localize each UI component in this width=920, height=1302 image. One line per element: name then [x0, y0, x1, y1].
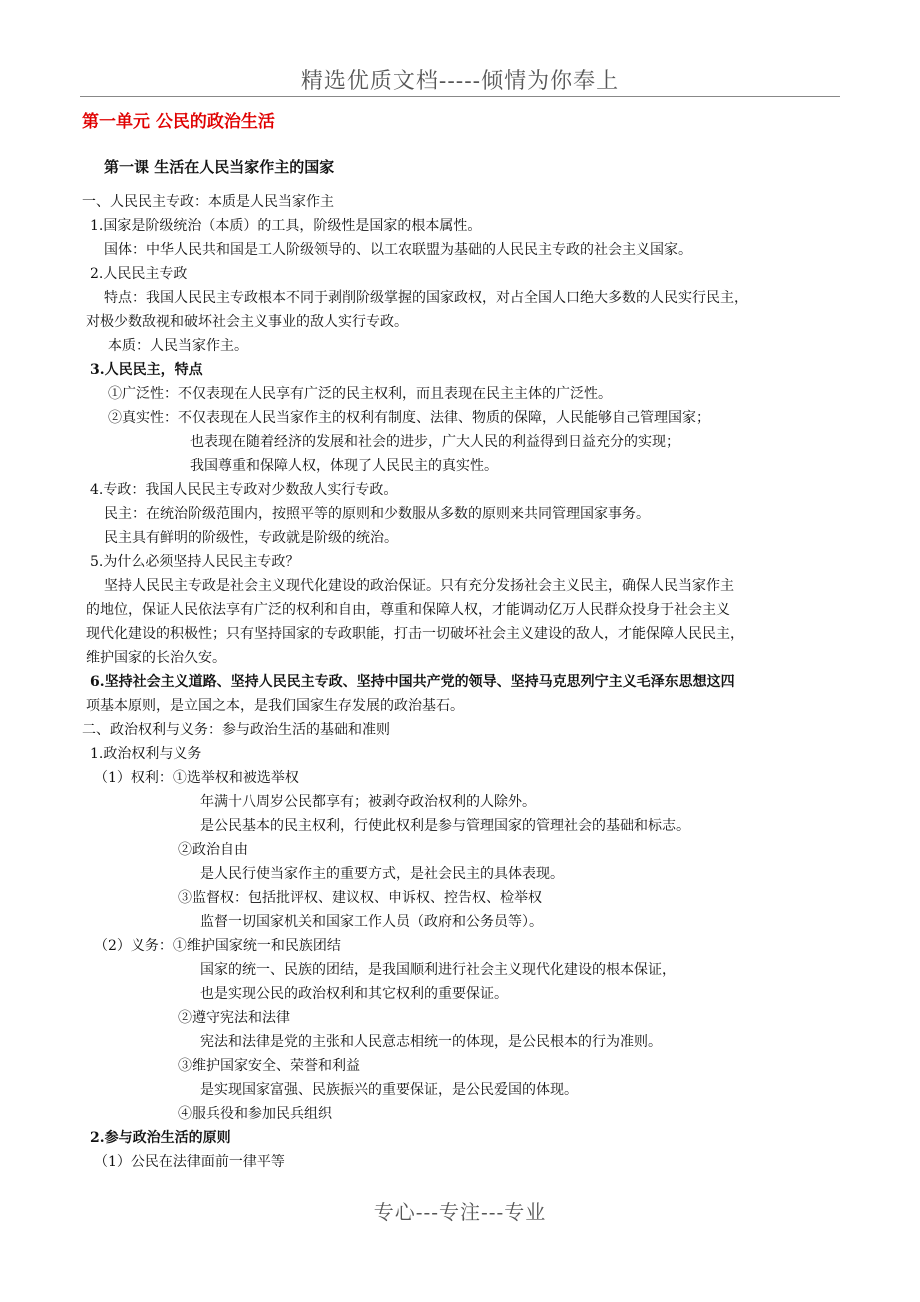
page-footer: 专心---专注---专业: [373, 1200, 547, 1224]
text-line: 项基本原则，是立国之本，是我们国家生存发展的政治基石。: [86, 698, 464, 714]
document-body: [82, 190, 842, 1174]
page-header: 精选优质文档-----倾情为你奉上: [300, 69, 620, 94]
text-line: 也表现在随着经济的发展和社会的进步，广大人民的利益得到日益充分的实现；: [190, 434, 680, 450]
text-line: ②遵守宪法和法律: [178, 1010, 290, 1026]
text-line: 是公民基本的民主权利，行使此权利是参与管理国家的管理社会的基础和标志。: [200, 818, 690, 834]
text-line: 本质：人民当家作主。: [108, 338, 248, 354]
text-line: 二、政治权利与义务：参与政治生活的基础和准则: [82, 722, 390, 738]
text-line: 民主具有鲜明的阶级性，专政就是阶级的统治。: [104, 530, 398, 546]
text-line: 2.人民民主专政: [90, 266, 188, 282]
header-divider: [80, 96, 840, 97]
text-line: （1）公民在法律面前一律平等: [94, 1154, 285, 1170]
text-line: 3.人民民主，特点: [90, 362, 203, 378]
text-line: ②真实性：不仅表现在人民当家作主的权利有制度、法律、物质的保障，人民能够自己管理国家；: [108, 410, 710, 426]
text-line: 民主：在统治阶级范围内，按照平等的原则和少数服从多数的原则来共同管理国家事务。: [104, 506, 650, 522]
text-line: 监督一切国家机关和国家工作人员（政府和公务员等）。: [200, 914, 543, 930]
text-line: 特点：我国人民民主专政根本不同于剥削阶级掌握的国家政权，对占全国人口绝大多数的人民实行民主，: [104, 290, 748, 306]
unit-title: 第一单元 公民的政治生活: [82, 112, 275, 132]
text-line: ③监督权：包括批评权、建议权、申诉权、控告权、检举权: [178, 890, 542, 906]
text-line: ③维护国家安全、荣誉和利益: [178, 1058, 360, 1074]
text-line: 宪法和法律是党的主张和人民意志相统一的体现，是公民根本的行为准则。: [200, 1034, 662, 1050]
text-line: 维护国家的长治久安。: [86, 650, 226, 666]
text-line: 也是实现公民的政治权利和其它权利的重要保证。: [200, 986, 508, 1002]
text-line: 是人民行使当家作主的重要方式，是社会民主的具体表现。: [200, 866, 564, 882]
text-line: 坚持人民民主专政是社会主义现代化建设的政治保证。只有充分发扬社会主义民主，确保人民当家作主: [104, 578, 734, 594]
text-line: （2）义务：①维护国家统一和民族团结: [94, 938, 341, 954]
text-line: 5.为什么必须坚持人民民主专政？: [90, 554, 300, 570]
text-line: 1.国家是阶级统治（本质）的工具，阶级性是国家的根本属性。: [90, 218, 482, 234]
text-line: 现代化建设的积极性；只有坚持国家的专政职能，打击一切破坏社会主义建设的敌人，才能保障人民民主，: [86, 626, 744, 642]
text-line: 1.政治权利与义务: [90, 746, 202, 762]
text-line: 4.专政：我国人民民主专政对少数敌人实行专政。: [90, 482, 398, 498]
text-line: ④服兵役和参加民兵组织: [178, 1106, 332, 1122]
text-line: 的地位，保证人民依法享有广泛的权利和自由，尊重和保障人权，才能调动亿万人民群众投身于社会主义: [86, 602, 730, 618]
text-line: 是实现国家富强、民族振兴的重要保证，是公民爱国的体现。: [200, 1082, 578, 1098]
text-line: 年满十八周岁公民都享有；被剥夺政治权利的人除外。: [200, 794, 536, 810]
text-line: 一、人民民主专政：本质是人民当家作主: [82, 194, 334, 210]
text-line: （1）权利：①选举权和被选举权: [94, 770, 299, 786]
text-line: ②政治自由: [178, 842, 248, 858]
text-line: 国家的统一、民族的团结，是我国顺利进行社会主义现代化建设的根本保证，: [200, 962, 676, 978]
text-line: 6.坚持社会主义道路、坚持人民民主专政、坚持中国共产党的领导、坚持马克思列宁主义毛泽东思想这四: [90, 674, 735, 690]
lesson-title: 第一课 生活在人民当家作主的国家: [104, 158, 335, 176]
text-line: ①广泛性：不仅表现在人民享有广泛的民主权利，而且表现在民主主体的广泛性。: [108, 386, 612, 402]
text-line: 我国尊重和保障人权，体现了人民民主的真实性。: [190, 458, 498, 474]
text-line: 国体：中华人民共和国是工人阶级领导的、以工农联盟为基础的人民民主专政的社会主义国家。: [104, 242, 692, 258]
text-line: 2.参与政治生活的原则: [90, 1130, 231, 1146]
text-line: 对极少数敌视和破坏社会主义事业的敌人实行专政。: [86, 314, 408, 330]
